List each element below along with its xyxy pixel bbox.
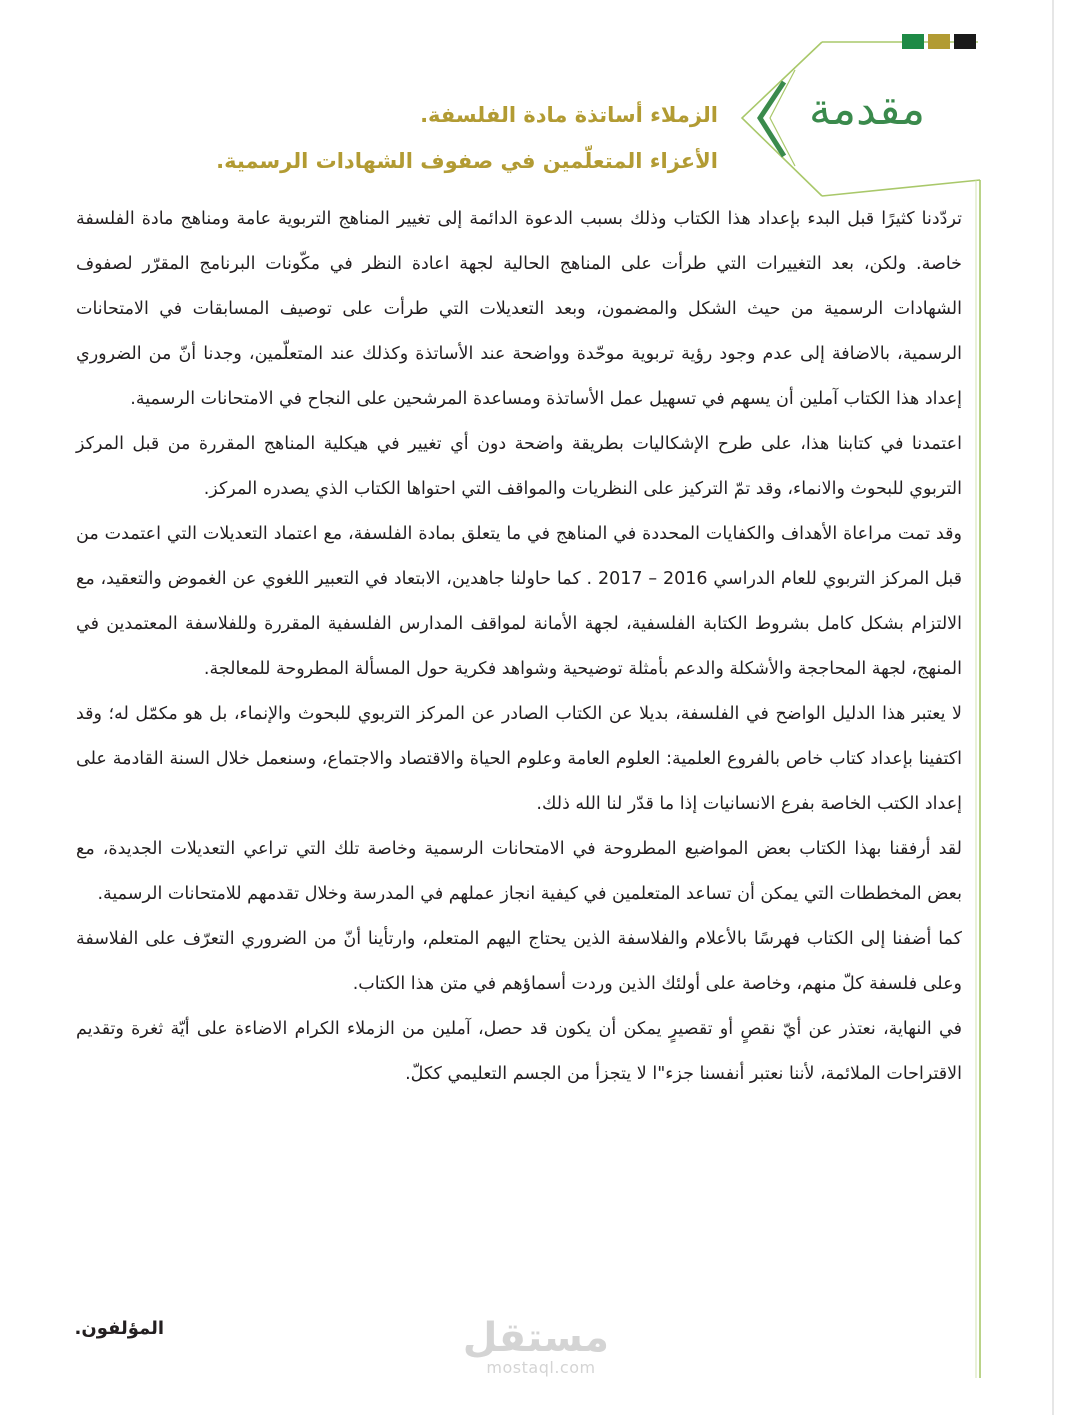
color-squares xyxy=(902,34,976,49)
heading-teachers: الزملاء أساتذة مادة الفلسفة. xyxy=(420,103,718,127)
paragraph: وقد تمت مراعاة الأهداف والكفايات المحددة في المناهج في ما يتعلق بمادة الفلسفة، مع اعتماد التعديلات التي اعتمدت من قبل المركز التربوي للعام الدراسي 2016 – 2017 . كما حاولنا جاهدين، الابتعاد في التعبير اللغوي عن الغموض والتعقيد، مع الالتزام بشكل كامل بشروط الكتابة الفلسفية، لجهة الأمانة لمواقف المدارس الفلسفية المقررة وللفلاسفة المعتمدين في المنهج، لجهة المحاججة والأشكلة والدعم بأمثلة توضيحية وشواهد فكرية حول المسألة المطروحة للمعالجة. xyxy=(76,524,962,679)
page-edge-shadow xyxy=(1052,0,1054,1415)
watermark-domain: mostaql.com xyxy=(486,1358,596,1377)
authors-signature: المؤلفون. xyxy=(74,1318,164,1339)
paragraph: كما أضفنا إلى الكتاب فهرسًا بالأعلام والفلاسفة الذين يحتاج اليهم المتعلم، وارتأينا أنّ من الضروري التعرّف على الفلاسفة وعلى فلسفة كلّ منهم، وخاصة على أولئك الذين وردت أسماؤهم في متن هذا الكتاب. xyxy=(76,929,962,994)
watermark-brand: مستقل xyxy=(462,1315,609,1361)
frame-diagonal-line xyxy=(822,180,980,196)
paragraph: اعتمدنا في كتابنا هذا، على طرح الإشكاليات بطريقة واضحة دون أي تغيير في هيكلية المناهج المقررة من قبل المركز التربوي للبحوث والانماء، وقد تمّ التركيز على النظريات والمواقف التي احتواها الكتاب الذي يصدره المركز. xyxy=(76,434,962,499)
square-gold xyxy=(928,34,950,49)
square-black xyxy=(954,34,976,49)
square-green xyxy=(902,34,924,49)
paragraph: في النهاية، نعتذر عن أيّ نقصٍ أو تقصيرٍ يمكن أن يكون قد حصل، آملين من الزملاء الكرام الاضاءة على أيّة ثغرة وتقديم الاقتراحات الملائمة، لأننا نعتبر أنفسنا جزء"ا لا يتجزأ من الجسم التعليمي ككلّ. xyxy=(76,1019,962,1084)
mostaql-watermark xyxy=(462,1315,609,1378)
section-title: مقدمة xyxy=(808,84,926,135)
paragraph: تردّدنا كثيرًا قبل البدء بإعداد هذا الكتاب وذلك بسبب الدعوة الدائمة إلى تغيير المناهج التربوية عامة ومناهج مادة الفلسفة خاصة. ولكن، بعد التغييرات التي طرأت على المناهج الحالية لجهة اعادة النظر في مكّونات البرنامج المقرّر لصفوف الشهادات الرسمية من حيث الشكل والمضمون، وبعد التعديلات التي طرأت على توصيف المسابقات في الامتحانات الرسمية، بالاضافة إلى عدم وجود رؤية تربوية موحّدة وواضحة عند الأساتذة وكذلك عند المتعلّمين، وجدنا أنّ من الضروري إعداد هذا الكتاب آملين أن يسهم في تسهيل عمل الأساتذة ومساعدة المرشحين على النجاح في الامتحانات الرسمية. xyxy=(76,209,962,409)
address-headings xyxy=(216,92,718,184)
introduction-body xyxy=(76,197,962,1097)
frame-inner-chevron xyxy=(760,82,784,156)
paragraph: لا يعتبر هذا الدليل الواضح في الفلسفة، بديلا عن الكتاب الصادر عن المركز التربوي للبحوث والإنماء، بل هو مكمّل له؛ وقد اكتفينا بإعداد كتاب خاص بالفروع العلمية: العلوم العامة وعلوم الحياة والاقتصاد والاجتماع، وسنعمل خلال السنة القادمة على إعداد الكتب الخاصة بفرع الانسانيات إذا ما قدّر لنا الله ذلك. xyxy=(76,704,962,814)
heading-learners: الأعزاء المتعلّمين في صفوف الشهادات الرسمية. xyxy=(216,149,718,173)
paragraph: لقد أرفقنا بهذا الكتاب بعض المواضيع المطروحة في الامتحانات الرسمية وخاصة تلك التي تراعي التعديلات الجديدة، مع بعض المخططات التي يمكن أن تساعد المتعلمين في كيفية انجاز عملهم في المدرسة وخلال تقدمهم للامتحانات الرسمية. xyxy=(76,839,962,904)
